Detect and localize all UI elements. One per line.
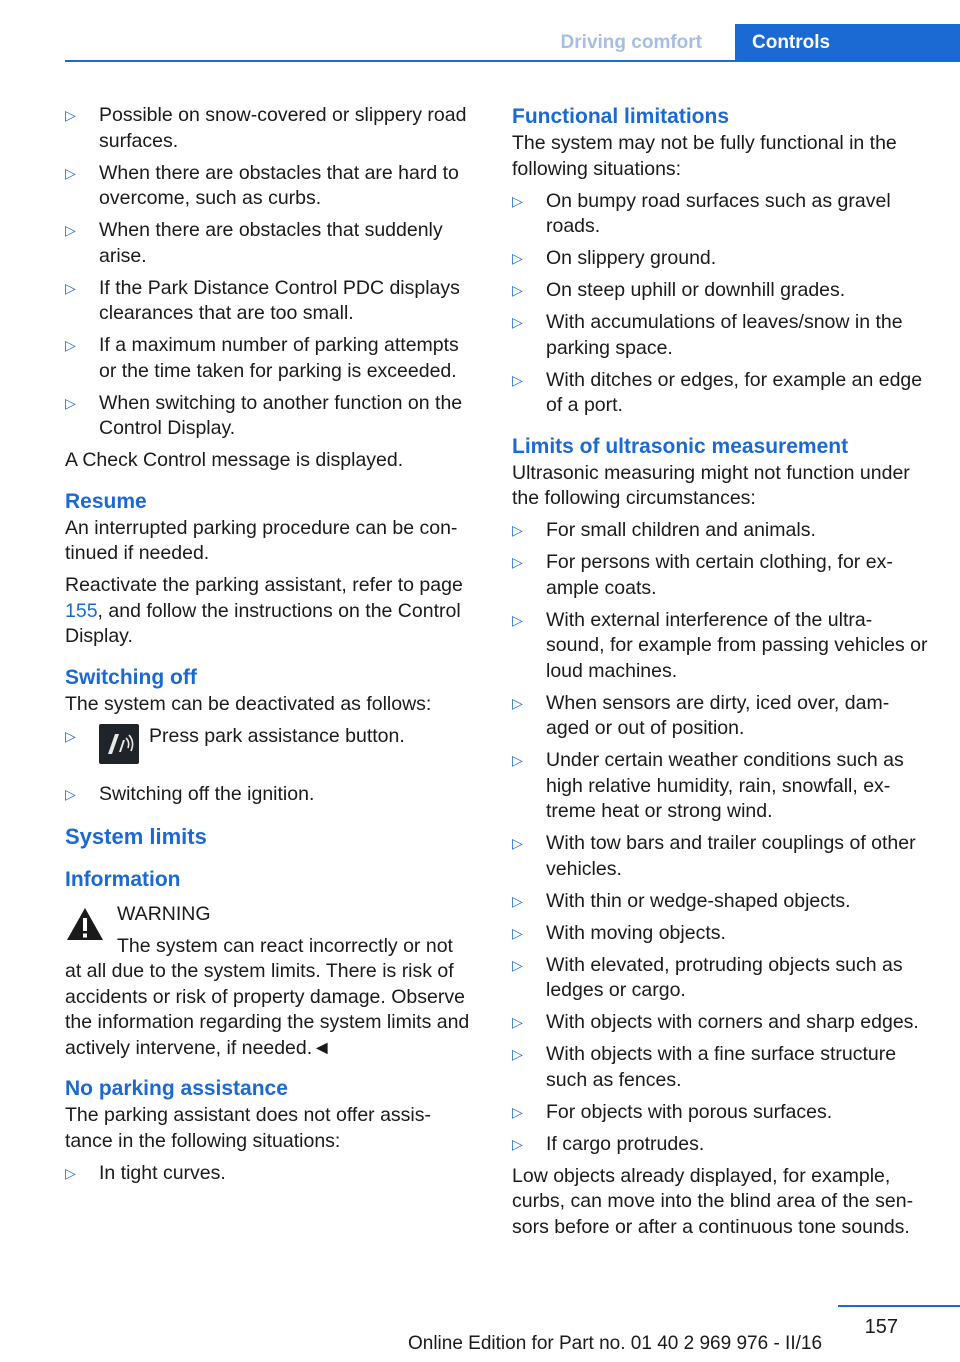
list-item: ▷ With objects with a fine surface structure such as fences. bbox=[512, 1043, 897, 1091]
warning-text: The system can react incorrectly or not at all due to the system limits. There is risk of accidents or risk of property damage. Observe the information regarding the system limits and actively intervene, if needed.◄ bbox=[65, 934, 470, 1059]
list-item: ▷ If cargo protrudes. bbox=[512, 1132, 932, 1158]
list-item: ▷ On steep uphill or downhill grades. bbox=[512, 278, 932, 304]
heading-system-limits: System limits bbox=[65, 823, 207, 849]
bullet-arrow-icon: ▷ bbox=[512, 892, 523, 909]
bullet-arrow-icon: ▷ bbox=[65, 279, 76, 296]
check-control-text: A Check Control message is displayed. bbox=[65, 449, 404, 471]
situations-list bbox=[65, 103, 477, 442]
list-item: ▷ With external interference of the ultra‐ sound, for example from passing vehicles or loud machines. bbox=[512, 608, 928, 682]
bullet-arrow-icon: ▷ bbox=[65, 727, 76, 744]
bullet-arrow-icon: ▷ bbox=[512, 752, 523, 768]
bullet-arrow-icon: ▷ bbox=[65, 394, 76, 411]
page-header bbox=[65, 24, 960, 62]
bullet-arrow-icon: ▷ bbox=[512, 192, 523, 209]
right-column bbox=[512, 103, 932, 1247]
bullet-arrow-icon: ▷ bbox=[512, 1014, 523, 1030]
list-item: ▷ With thin or wedge-shaped objects. bbox=[512, 889, 932, 915]
bullet-arrow-icon: ▷ bbox=[512, 611, 523, 628]
ultrasonic-list bbox=[512, 518, 932, 1157]
list-item: ▷ With elevated, protruding objects such as ledges or cargo. bbox=[512, 953, 903, 1001]
resume-paragraph-2: Reactivate the parking assistant, refer to page 155, and follow the instructions on the Control Display. bbox=[65, 574, 463, 647]
functional-list bbox=[512, 189, 932, 419]
heading-switching-off: Switching off bbox=[65, 665, 197, 689]
warning-triangle-icon bbox=[65, 906, 105, 942]
switching-off-list bbox=[65, 782, 477, 808]
list-item: ▷ With ditches or edges, for example an edge of a port. bbox=[512, 368, 923, 416]
no-parking-list bbox=[65, 1161, 477, 1187]
switching-off-intro: The system can be deactivated as follows: bbox=[65, 692, 432, 715]
list-item: ▷ If the Park Distance Control PDC displays clearances that are too small. bbox=[65, 276, 460, 324]
park-assistance-button-icon bbox=[99, 724, 139, 764]
list-item: ▷ On bumpy road surfaces such as gravel roads. bbox=[512, 189, 891, 237]
list-item: ▷ For persons with certain clothing, for ex‐ ample coats. bbox=[512, 551, 893, 599]
functional-intro: The system may not be fully functional in the following situations: bbox=[512, 132, 897, 180]
bullet-arrow-icon: ▷ bbox=[512, 694, 523, 711]
list-item: ▷ For objects with porous surfaces. bbox=[512, 1100, 932, 1126]
bullet-arrow-icon: ▷ bbox=[65, 786, 76, 802]
resume-paragraph-1: An interrupted parking procedure can be con‐ tinued if needed. bbox=[65, 516, 458, 564]
heading-no-parking-assistance: No parking assistance bbox=[65, 1077, 288, 1100]
page-number: 157 bbox=[864, 1316, 898, 1338]
footer-rule bbox=[838, 1305, 960, 1307]
bullet-arrow-icon: ▷ bbox=[512, 554, 523, 570]
list-item: ▷ In tight curves. bbox=[65, 1161, 477, 1187]
bullet-arrow-icon: ▷ bbox=[512, 282, 523, 298]
list-item: ▷ With moving objects. bbox=[512, 921, 932, 947]
list-item: ▷ When sensors are dirty, iced over, dam‐ aged or out of position. bbox=[512, 691, 890, 739]
list-item: ▷ On slippery ground. bbox=[512, 246, 932, 272]
bullet-arrow-icon: ▷ bbox=[65, 222, 76, 238]
list-item: ▷ With tow bars and trailer couplings of other vehicles. bbox=[512, 832, 916, 880]
list-item: ▷ For small children and animals. bbox=[512, 518, 932, 544]
header-rule bbox=[65, 60, 960, 62]
list-item: ▷ When there are obstacles that are hard to overcome, such as curbs. bbox=[65, 161, 459, 209]
bullet-arrow-icon: ▷ bbox=[512, 835, 523, 851]
edition-footer: Online Edition for Part no. 01 40 2 969 976 - II/16 bbox=[407, 1333, 823, 1354]
bullet-arrow-icon: ▷ bbox=[65, 107, 76, 123]
list-item: ▷ Press park assistance button. bbox=[65, 724, 477, 776]
bullet-arrow-icon: ▷ bbox=[512, 314, 523, 330]
list-item: ▷ When there are obstacles that suddenly arise. bbox=[65, 219, 443, 267]
heading-ultrasonic-limits: Limits of ultrasonic measurement bbox=[512, 434, 849, 458]
page-reference-link[interactable]: 155 bbox=[65, 599, 98, 622]
bullet-arrow-icon: ▷ bbox=[512, 371, 523, 388]
bullet-arrow-icon: ▷ bbox=[512, 1046, 523, 1062]
list-item: ▷ When switching to another function on the Control Display. bbox=[65, 391, 463, 439]
header-chapter-tab: Controls bbox=[735, 24, 960, 62]
list-item: ▷ If a maximum number of parking attempts or the time taken for parking is exceeded. bbox=[65, 334, 459, 382]
no-parking-intro: The parking assistant does not offer assis‐ tance in the following situations: bbox=[65, 1104, 431, 1152]
header-section-label: Driving comfort bbox=[560, 32, 702, 53]
heading-functional-limitations: Functional limitations bbox=[512, 105, 730, 128]
ultrasonic-intro: Ultrasonic measuring might not function under the following circumstances: bbox=[512, 461, 910, 509]
warning-block bbox=[65, 902, 477, 1062]
bullet-arrow-icon: ▷ bbox=[65, 337, 76, 353]
bullet-arrow-icon: ▷ bbox=[512, 956, 523, 973]
list-item: ▷ Possible on snow-covered or slippery road surfaces. bbox=[65, 104, 467, 152]
bullet-arrow-icon: ▷ bbox=[512, 924, 523, 941]
left-column bbox=[65, 103, 477, 1193]
bullet-arrow-icon: ▷ bbox=[65, 164, 76, 181]
bullet-arrow-icon: ▷ bbox=[65, 1164, 76, 1181]
list-item: ▷ With objects with corners and sharp edges. bbox=[512, 1010, 932, 1036]
bullet-arrow-icon: ▷ bbox=[512, 1103, 523, 1120]
ultrasonic-closing: Low objects already displayed, for example, curbs, can move into the blind area of the sen‐ sors before or after a continuous tone sounds. bbox=[512, 1164, 914, 1238]
list-item: ▷ Under certain weather conditions such as high relative humidity, rain, snowfall, ex‐ treme heat or strong wind. bbox=[512, 749, 904, 822]
warning-label: WARNING bbox=[117, 902, 211, 925]
bullet-arrow-icon: ▷ bbox=[512, 1135, 523, 1152]
bullet-arrow-icon: ▷ bbox=[512, 522, 523, 538]
heading-information: Information bbox=[65, 867, 181, 891]
list-item: ▷ With accumulations of leaves/snow in the parking space. bbox=[512, 311, 903, 359]
heading-resume: Resume bbox=[65, 489, 147, 513]
bullet-arrow-icon: ▷ bbox=[512, 250, 523, 266]
list-item: ▷ Switching off the ignition. bbox=[65, 782, 477, 808]
